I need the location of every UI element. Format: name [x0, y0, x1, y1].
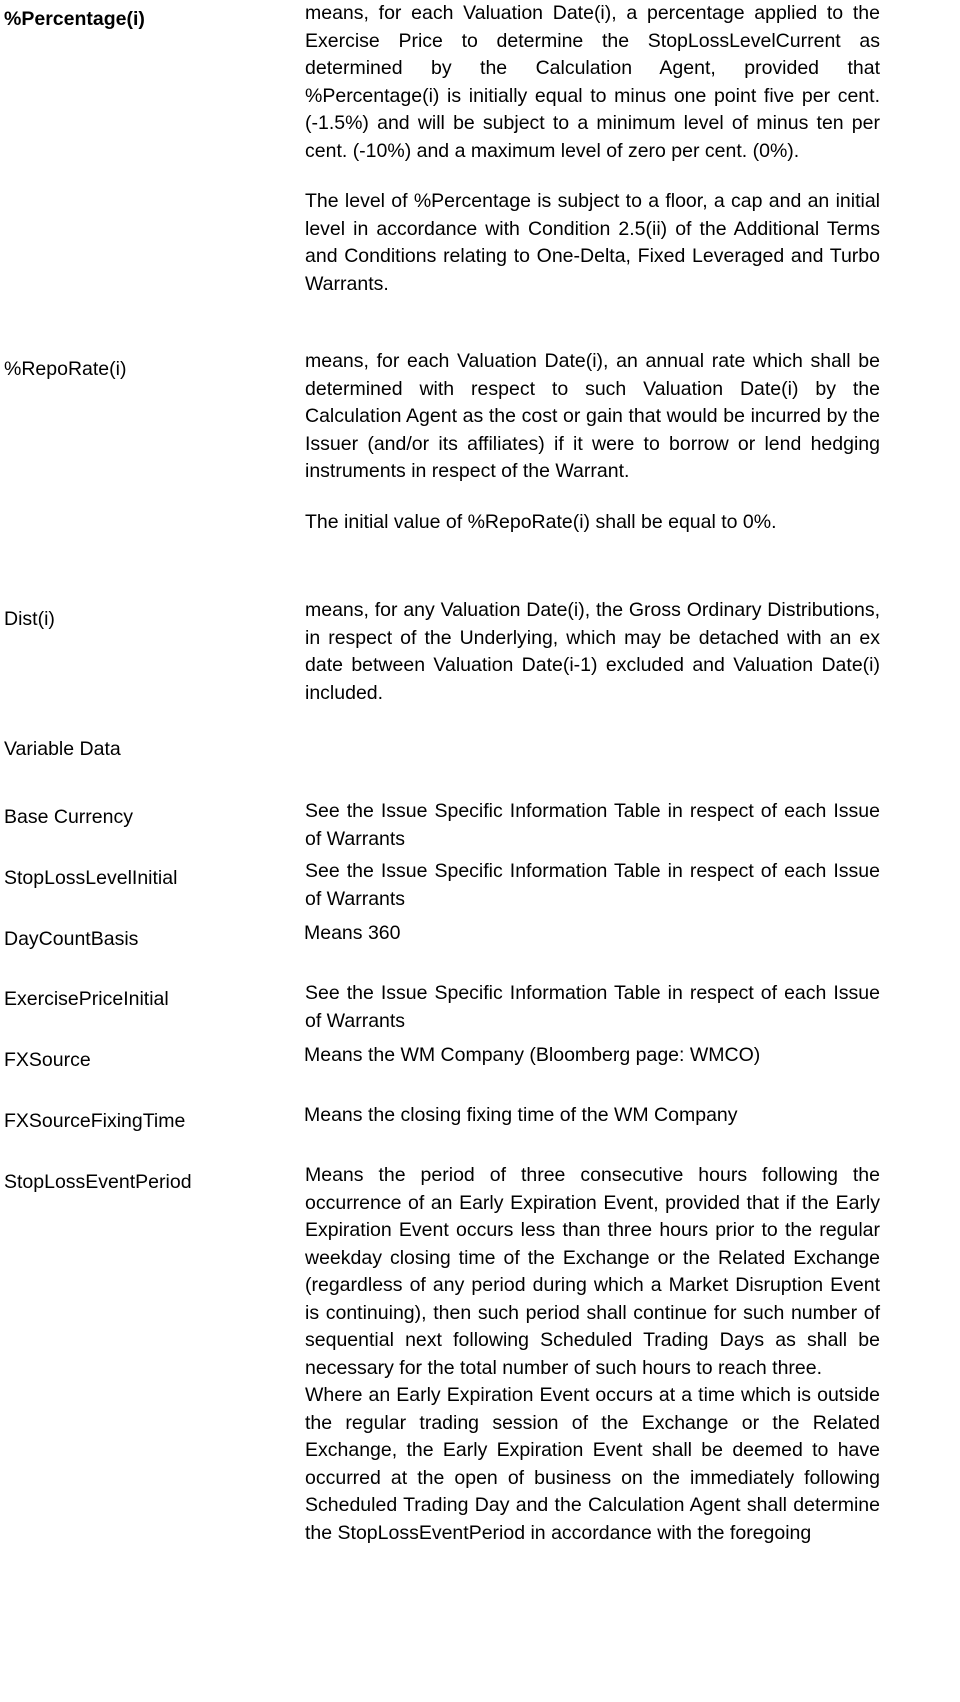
variable-value-text: See the Issue Specific Information Table in respect of each Issue of Warrants [305, 982, 880, 1032]
definition-term-reporate: %RepoRate(i) [4, 358, 127, 380]
variable-value-stoplosslevelinitial [305, 858, 880, 913]
variable-value-text: See the Issue Specific Information Table in respect of each Issue of Warrants [305, 800, 880, 850]
definition-paragraph: means, for each Valuation Date(i), an annual rate which shall be determined with respect to such Valuation Date(i) by the Calculation Agent as the cost or gain that would be incurred by the Issuer (and/or its affiliates) if it were to borrow or lend hedging instruments in respect of the Warrant. [305, 350, 880, 482]
variable-value-text: Where an Early Expiration Event occurs at a time which is outside the regular trading session of the Exchange or the Related Exchange, the Early Expiration Event shall be deemed to have occurred at the open of business on the immediately following Scheduled Trading Day and the Calculation Agent shall determine the StopLossEventPeriod in accordance with the foregoing [305, 1384, 880, 1544]
variable-term-daycountbasis: DayCountBasis [4, 928, 139, 950]
variable-term-fxsourcefixingtime: FXSourceFixingTime [4, 1110, 186, 1132]
variable-term-base-currency: Base Currency [4, 806, 133, 828]
definition-term-dist: Dist(i) [4, 608, 55, 630]
definition-text-reporate [305, 348, 880, 536]
variable-value-text: See the Issue Specific Information Table in respect of each Issue of Warrants [305, 860, 880, 910]
variable-value-base-currency [305, 798, 880, 853]
variable-value-fxsourcefixingtime: Means the closing fixing time of the WM Company [304, 1104, 738, 1126]
definition-paragraph: The initial value of %RepoRate(i) shall be equal to 0%. [305, 510, 777, 533]
definition-text-percentage [305, 0, 880, 298]
variable-term-exercisepriceinitial: ExercisePriceInitial [4, 988, 169, 1010]
definition-paragraph: means, for any Valuation Date(i), the Gross Ordinary Distributions, in respect of the Underlying, which may be detached with an ex date between Valuation Date(i-1) excluded and Valuation Date(i) included. [305, 599, 880, 704]
variable-term-fxsource: FXSource [4, 1049, 91, 1071]
definition-paragraph: The level of %Percentage is subject to a floor, a cap and an initial level in accordance with Condition 2.5(ii) of the Additional Terms and Conditions relating to One-Delta, Fixed Leveraged and Turbo Warrants. [305, 190, 880, 295]
section-heading-variable-data: Variable Data [4, 738, 121, 760]
variable-value-stoplosseventperiod [305, 1162, 880, 1547]
definition-text-dist [305, 597, 880, 707]
variable-value-exercisepriceinitial [305, 980, 880, 1035]
variable-value-daycountbasis: Means 360 [304, 922, 401, 944]
variable-term-stoplosslevelinitial: StopLossLevelInitial [4, 867, 178, 889]
definition-term-percentage: %Percentage(i) [4, 8, 145, 30]
variable-term-stoplosseventperiod: StopLossEventPeriod [4, 1171, 192, 1193]
variable-value-text: Means the period of three consecutive hours following the occurrence of an Early Expiration Event, provided that if the Early Expiration Event occurs less than three hours prior to the regular weekday closing time of the Exchange or the Related Exchange (regardless of any period during which a Market Disruption Event is continuing), then such period shall continue for such number of sequential next following Scheduled Trading Days as shall be necessary for the total number of such hours to reach three. [305, 1164, 880, 1379]
variable-value-fxsource: Means the WM Company (Bloomberg page: WMCO) [304, 1044, 761, 1066]
definition-paragraph: means, for each Valuation Date(i), a percentage applied to the Exercise Price to determine the StopLossLevelCurrent as determined by the Calculation Agent, provided that %Percentage(i) is initially equal to minus one point five per cent. (-1.5%) and will be subject to a minimum level of minus ten per cent. (-10%) and a maximum level of zero per cent. (0%). [305, 2, 880, 162]
